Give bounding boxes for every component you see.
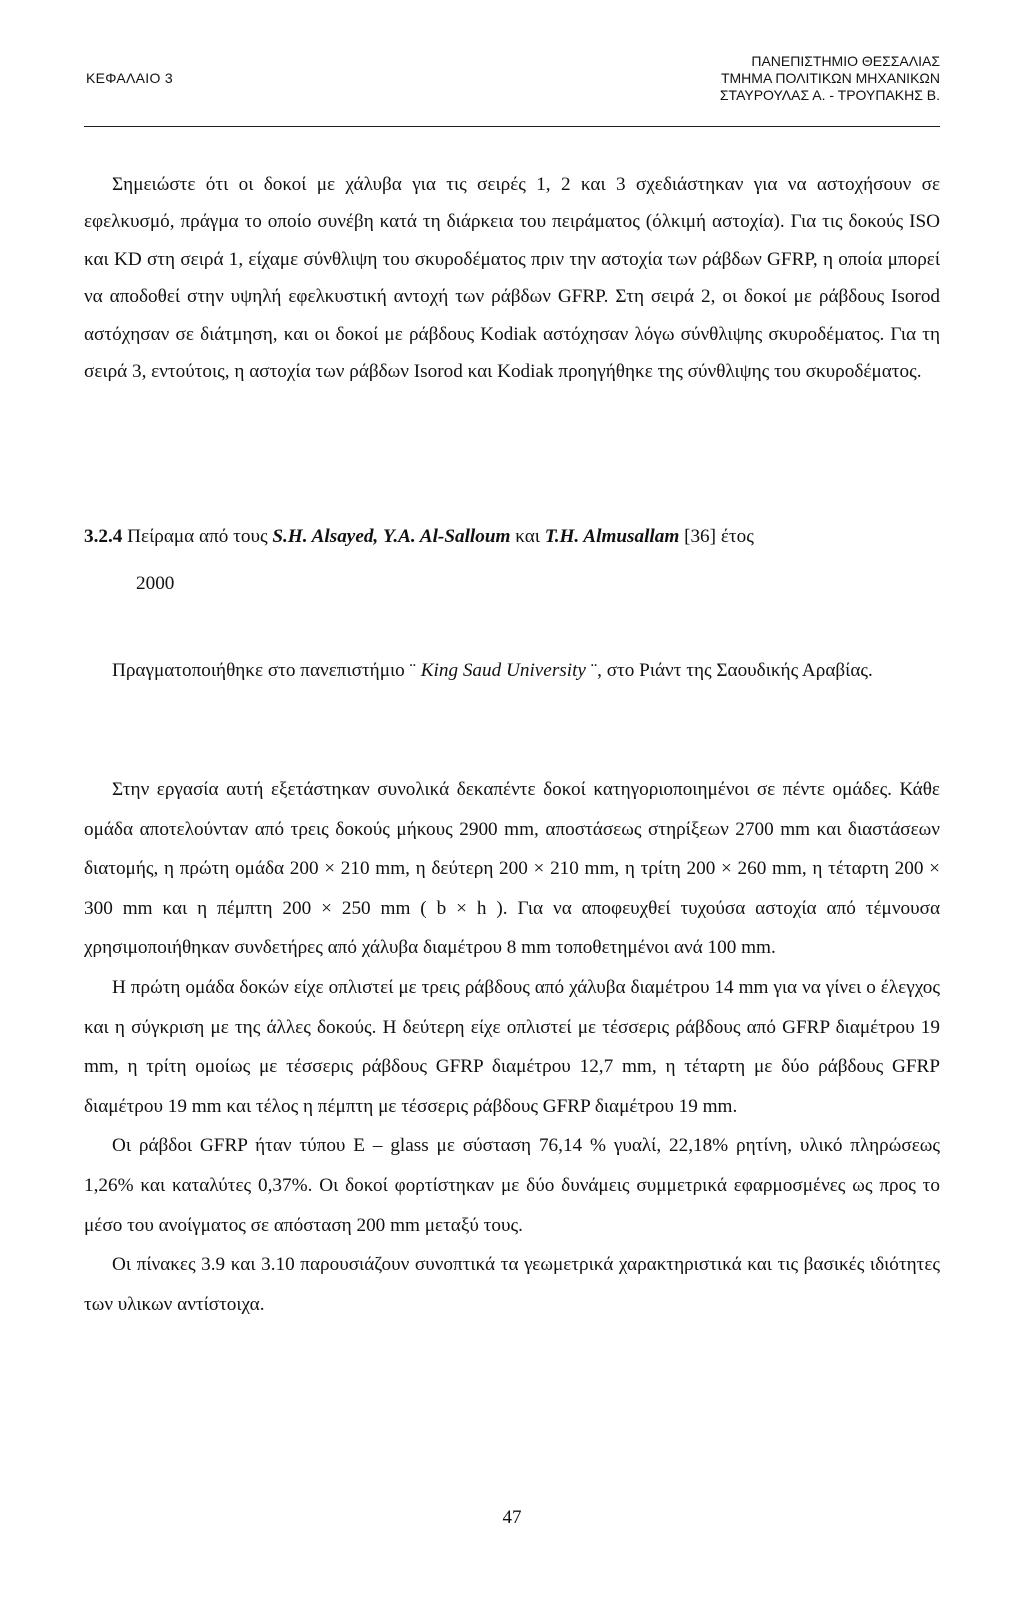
page-number: 47 <box>502 1507 522 1528</box>
section-and: και <box>515 526 540 547</box>
university-name: ΠΑΝΕΠΙΣΤΗΜΙΟ ΘΕΣΣΑΛΙΑΣ <box>751 53 940 69</box>
body-paragraph: Στην εργασία αυτή εξετάστηκαν συνολικά δεκαπέντε δοκοί κατηγοριοποιημένοι σε πέντε ομάδες. Κάθε ομάδα αποτελούνταν από τρεις δοκούς μήκους 2900 mm, αποστάσεως στηρίξεων 2700 mm και διαστάσεων διατομής, η πρώτη ομάδα 200 × 210 mm, η δεύτερη 200 × 210 mm, η τρίτη 200 × 260 mm, η τέταρτη 200 × 300 mm και η πέμπτη 200 × 250 mm ( b × h ). Για να αποφευχθεί τυχούσα αστοχία από τέμνουσα χρησιμοποιήθηκαν συνδετήρες από χάλυβα διαμέτρου 8 mm τοποθετημένοι ανά 100 mm. <box>84 779 940 959</box>
intro-paragraph: Σημειώστε ότι οι δοκοί με χάλυβα για τις σειρές 1, 2 και 3 σχεδιάστηκαν για να αστοχήσουν σε εφελκυσμό, πράγμα το οποίο συνέβη κατά τη διάρκεια του πειράματος (όλκιμή αστοχία). Για τις δοκούς ISO και KD στη σειρά 1, είχαμε σύνθλιψη του σκυροδέματος πριν την αστοχία των ράβδων GFRP, η οποία μπορεί να αποδοθεί στην υψηλή εφελκυστική αντοχή των ράβδων GFRP. Στη σειρά 2, οι δοκοί με ράβδους Isorod αστόχησαν σε διάτμηση, και οι δοκοί με ράβδους Kodiak αστόχησαν λόγω σύνθλιψης σκυροδέματος. Για τη σειρά 3, εντούτοις, η αστοχία των ράβδων Isorod και Kodiak προηγήθηκε της σύνθλιψης του σκυροδέματος. <box>84 174 940 383</box>
location-before: Πραγματοποιήθηκε στο πανεπιστήμιο ¨ <box>112 660 416 681</box>
body-paragraph: Η πρώτη ομάδα δοκών είχε οπλιστεί με τρεις ράβδους από χάλυβα διαμέτρου 14 mm για να γίνει ο έλεγχος και η σύγκριση με της άλλες δοκούς. Η δεύτερη είχε οπλιστεί με τέσσερις ράβδους από GFRP διαμέτρου 19 mm, η τρίτη ομοίως με τέσσερις ράβδους GFRP διαμέτρου 12,7 mm, η τέταρτη με δύο ράβδους GFRP διαμέτρου 19 mm και τέλος η πέμπτη με τέσσερις ράβδους GFRP διαμέτρου 19 mm. <box>84 976 940 1117</box>
university-italic: King Saud University <box>420 660 586 681</box>
running-header <box>720 53 940 104</box>
section-reference: [36] έτος <box>684 526 754 547</box>
body-paragraph: Οι ράβδοι GFRP ήταν τύπου Ε – glass με σύσταση 76,14 % γυαλί, 22,18% ρητίνη, υλικό πληρώσεως 1,26% και καταλύτες 0,37%. Οι δοκοί φορτίστηκαν με δύο δυνάμεις συμμετρικά εφαρμοσμένες ως προς το μέσο του ανοίγματος σε απόσταση 200 mm μεταξύ τους. <box>84 1135 940 1236</box>
author-names: ΣΤΑΥΡΟΥΛΑΣ Α. - ΤΡΟΥΠΑΚΗΣ Β. <box>719 87 940 103</box>
section-year: 2000 <box>136 573 175 594</box>
header-rule <box>84 126 940 127</box>
section-heading <box>84 526 940 548</box>
section-prefix: Πείραμα από τους <box>127 526 268 547</box>
location-paragraph-block <box>84 652 940 690</box>
body-paragraphs <box>84 770 940 1324</box>
chapter-label: ΚΕΦΑΛΑΙΟ 3 <box>86 70 173 86</box>
department-name: ΤΜΗΜΑ ΠΟΛΙΤΙΚΩΝ ΜΗΧΑΝΙΚΩΝ <box>720 70 940 86</box>
intro-paragraph-block <box>84 166 940 390</box>
section-number: 3.2.4 <box>84 526 123 547</box>
location-paragraph <box>84 652 940 690</box>
section-author-1: S.H. Alsayed, <box>272 526 379 547</box>
section-author-3: T.H. Almusallam <box>544 526 680 547</box>
location-after: ¨, στο Ριάντ της Σαουδικής Αραβίας. <box>590 660 873 681</box>
section-author-2: Y.A. Al-Salloum <box>383 526 511 547</box>
body-paragraph: Οι πίνακες 3.9 και 3.10 παρουσιάζουν συνοπτικά τα γεωμετρικά χαρακτηριστικά και τις βασικές ιδιότητες των υλικων αντίστοιχα. <box>84 1254 940 1315</box>
